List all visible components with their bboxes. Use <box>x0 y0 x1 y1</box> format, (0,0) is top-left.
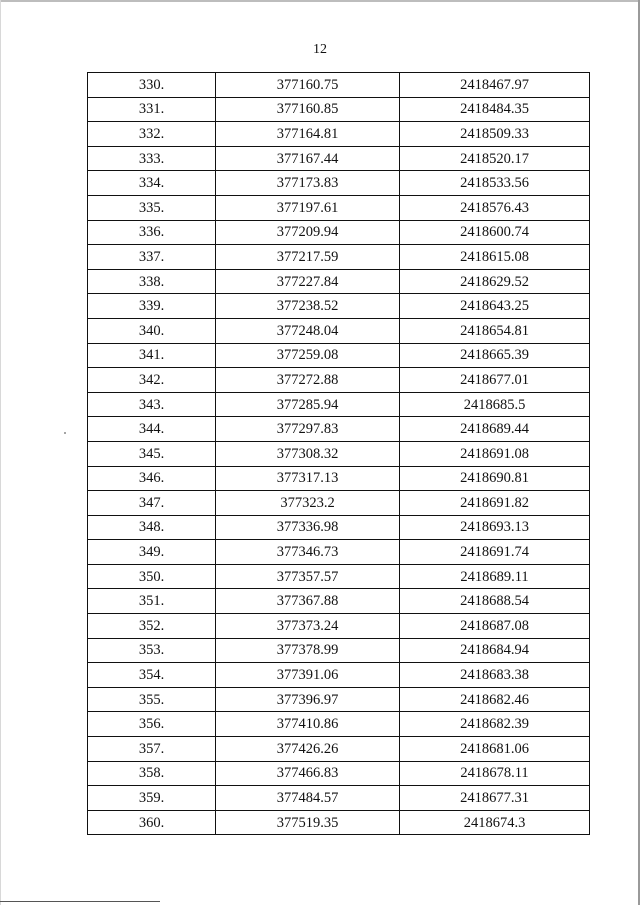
x-coordinate-cell: 377285.94 <box>216 392 400 417</box>
point-number-cell: 357. <box>88 737 216 762</box>
x-coordinate-cell: 377484.57 <box>216 786 400 811</box>
table-row <box>88 269 590 294</box>
y-coordinate-cell: 2418629.52 <box>400 269 590 294</box>
point-number-cell: 342. <box>88 368 216 393</box>
table-row <box>88 491 590 516</box>
y-coordinate-cell: 2418643.25 <box>400 294 590 319</box>
table-row <box>88 687 590 712</box>
coordinates-table <box>87 72 590 835</box>
point-number-cell: 351. <box>88 589 216 614</box>
table-row <box>88 810 590 835</box>
y-coordinate-cell: 2418683.38 <box>400 663 590 688</box>
point-number-cell: 356. <box>88 712 216 737</box>
x-coordinate-cell: 377209.94 <box>216 220 400 245</box>
x-coordinate-cell: 377391.06 <box>216 663 400 688</box>
table-row <box>88 589 590 614</box>
point-number-cell: 358. <box>88 761 216 786</box>
x-coordinate-cell: 377308.32 <box>216 441 400 466</box>
point-number-cell: 360. <box>88 810 216 835</box>
point-number-cell: 346. <box>88 466 216 491</box>
x-coordinate-cell: 377410.86 <box>216 712 400 737</box>
point-number-cell: 330. <box>88 73 216 98</box>
x-coordinate-cell: 377373.24 <box>216 614 400 639</box>
table-row <box>88 97 590 122</box>
x-coordinate-cell: 377238.52 <box>216 294 400 319</box>
scan-edge-bottom <box>0 901 160 902</box>
x-coordinate-cell: 377323.2 <box>216 491 400 516</box>
point-number-cell: 345. <box>88 441 216 466</box>
point-number-cell: 337. <box>88 245 216 270</box>
y-coordinate-cell: 2418484.35 <box>400 97 590 122</box>
x-coordinate-cell: 377259.08 <box>216 343 400 368</box>
x-coordinate-cell: 377519.35 <box>216 810 400 835</box>
point-number-cell: 340. <box>88 318 216 343</box>
table-row <box>88 712 590 737</box>
y-coordinate-cell: 2418678.11 <box>400 761 590 786</box>
scan-edge-top <box>0 0 640 2</box>
y-coordinate-cell: 2418576.43 <box>400 195 590 220</box>
x-coordinate-cell: 377297.83 <box>216 417 400 442</box>
table-row <box>88 614 590 639</box>
point-number-cell: 332. <box>88 122 216 147</box>
x-coordinate-cell: 377160.75 <box>216 73 400 98</box>
scan-edge-left <box>0 0 1 905</box>
y-coordinate-cell: 2418691.82 <box>400 491 590 516</box>
point-number-cell: 349. <box>88 540 216 565</box>
y-coordinate-cell: 2418691.74 <box>400 540 590 565</box>
y-coordinate-cell: 2418654.81 <box>400 318 590 343</box>
x-coordinate-cell: 377167.44 <box>216 146 400 171</box>
point-number-cell: 352. <box>88 614 216 639</box>
table-row <box>88 441 590 466</box>
point-number-cell: 331. <box>88 97 216 122</box>
table-row <box>88 368 590 393</box>
x-coordinate-cell: 377160.85 <box>216 97 400 122</box>
table-row <box>88 220 590 245</box>
table-row <box>88 195 590 220</box>
y-coordinate-cell: 2418615.08 <box>400 245 590 270</box>
point-number-cell: 334. <box>88 171 216 196</box>
point-number-cell: 333. <box>88 146 216 171</box>
point-number-cell: 359. <box>88 786 216 811</box>
table-row <box>88 417 590 442</box>
y-coordinate-cell: 2418677.31 <box>400 786 590 811</box>
x-coordinate-cell: 377367.88 <box>216 589 400 614</box>
y-coordinate-cell: 2418682.39 <box>400 712 590 737</box>
y-coordinate-cell: 2418467.97 <box>400 73 590 98</box>
point-number-cell: 353. <box>88 638 216 663</box>
y-coordinate-cell: 2418677.01 <box>400 368 590 393</box>
y-coordinate-cell: 2418691.08 <box>400 441 590 466</box>
table-row <box>88 515 590 540</box>
x-coordinate-cell: 377346.73 <box>216 540 400 565</box>
point-number-cell: 348. <box>88 515 216 540</box>
coordinates-table-body <box>88 73 590 835</box>
y-coordinate-cell: 2418687.08 <box>400 614 590 639</box>
x-coordinate-cell: 377217.59 <box>216 245 400 270</box>
x-coordinate-cell: 377173.83 <box>216 171 400 196</box>
table-row <box>88 540 590 565</box>
table-row <box>88 146 590 171</box>
x-coordinate-cell: 377426.26 <box>216 737 400 762</box>
table-row <box>88 786 590 811</box>
table-row <box>88 663 590 688</box>
y-coordinate-cell: 2418689.11 <box>400 564 590 589</box>
table-row <box>88 294 590 319</box>
y-coordinate-cell: 2418509.33 <box>400 122 590 147</box>
table-row <box>88 318 590 343</box>
x-coordinate-cell: 377357.57 <box>216 564 400 589</box>
table-row <box>88 737 590 762</box>
page-number: 12 <box>313 42 327 57</box>
scan-speck <box>64 432 66 434</box>
y-coordinate-cell: 2418690.81 <box>400 466 590 491</box>
table-row <box>88 343 590 368</box>
y-coordinate-cell: 2418520.17 <box>400 146 590 171</box>
x-coordinate-cell: 377396.97 <box>216 687 400 712</box>
y-coordinate-cell: 2418682.46 <box>400 687 590 712</box>
point-number-cell: 336. <box>88 220 216 245</box>
table-row <box>88 171 590 196</box>
point-number-cell: 344. <box>88 417 216 442</box>
y-coordinate-cell: 2418685.5 <box>400 392 590 417</box>
x-coordinate-cell: 377336.98 <box>216 515 400 540</box>
point-number-cell: 335. <box>88 195 216 220</box>
x-coordinate-cell: 377466.83 <box>216 761 400 786</box>
y-coordinate-cell: 2418693.13 <box>400 515 590 540</box>
table-row <box>88 73 590 98</box>
y-coordinate-cell: 2418681.06 <box>400 737 590 762</box>
y-coordinate-cell: 2418533.56 <box>400 171 590 196</box>
y-coordinate-cell: 2418689.44 <box>400 417 590 442</box>
point-number-cell: 338. <box>88 269 216 294</box>
x-coordinate-cell: 377317.13 <box>216 466 400 491</box>
table-row <box>88 122 590 147</box>
y-coordinate-cell: 2418688.54 <box>400 589 590 614</box>
y-coordinate-cell: 2418684.94 <box>400 638 590 663</box>
x-coordinate-cell: 377378.99 <box>216 638 400 663</box>
point-number-cell: 343. <box>88 392 216 417</box>
table-row <box>88 466 590 491</box>
table-row <box>88 638 590 663</box>
point-number-cell: 354. <box>88 663 216 688</box>
x-coordinate-cell: 377248.04 <box>216 318 400 343</box>
point-number-cell: 339. <box>88 294 216 319</box>
point-number-cell: 350. <box>88 564 216 589</box>
table-row <box>88 761 590 786</box>
x-coordinate-cell: 377227.84 <box>216 269 400 294</box>
x-coordinate-cell: 377197.61 <box>216 195 400 220</box>
table-row <box>88 392 590 417</box>
table-row <box>88 245 590 270</box>
table-row <box>88 564 590 589</box>
point-number-cell: 347. <box>88 491 216 516</box>
point-number-cell: 341. <box>88 343 216 368</box>
x-coordinate-cell: 377272.88 <box>216 368 400 393</box>
y-coordinate-cell: 2418665.39 <box>400 343 590 368</box>
point-number-cell: 355. <box>88 687 216 712</box>
y-coordinate-cell: 2418674.3 <box>400 810 590 835</box>
y-coordinate-cell: 2418600.74 <box>400 220 590 245</box>
x-coordinate-cell: 377164.81 <box>216 122 400 147</box>
